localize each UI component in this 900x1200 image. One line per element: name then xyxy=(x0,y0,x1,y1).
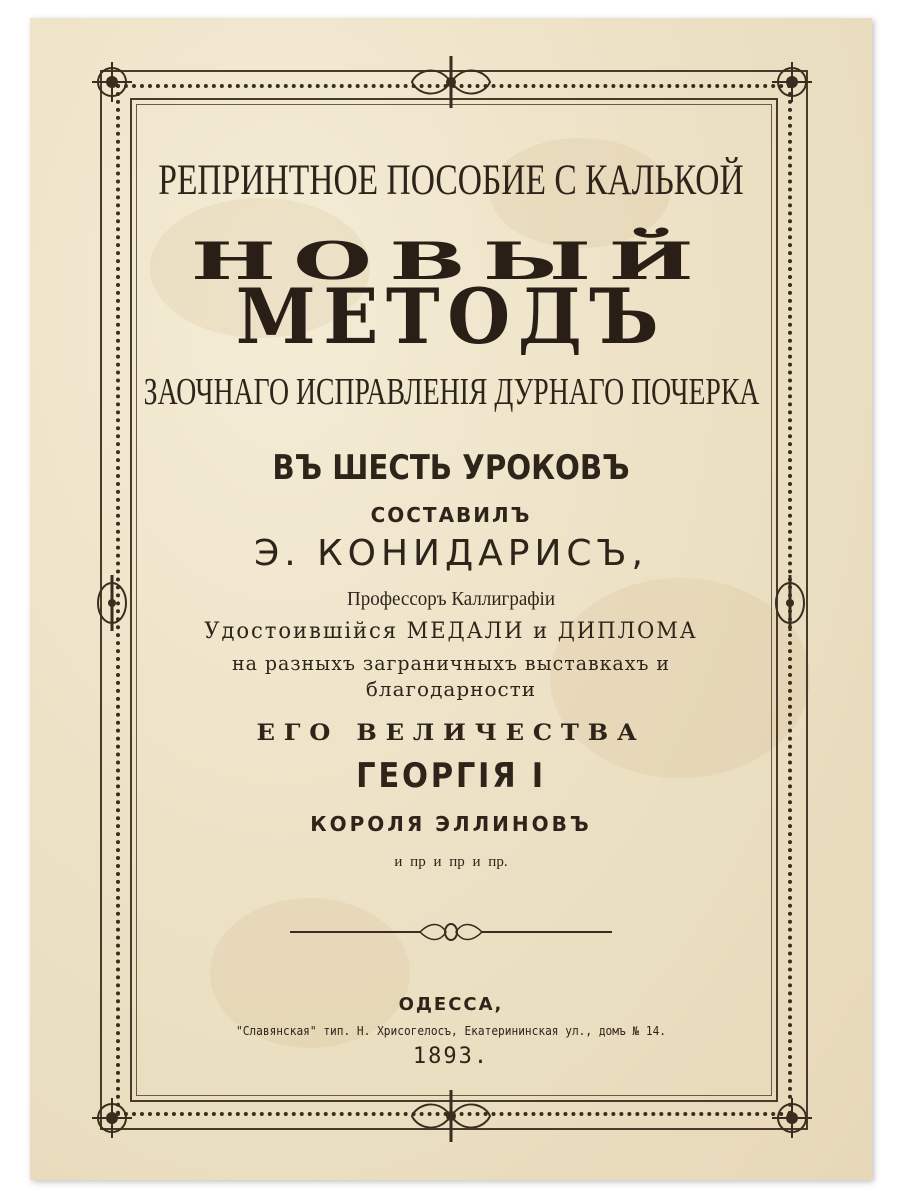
printer-info: "Славянская" тип. Н. Хрисогелосъ, Екатерининская ул., домъ № 14. xyxy=(235,1024,667,1038)
title-page xyxy=(30,18,872,1180)
author-exhibitions: на разныхъ заграничныхъ выставкахъ и xyxy=(231,651,671,675)
subtitle-reprint: РЕПРИНТНОЕ ПОСОБИЕ С КАЛЬКОЙ xyxy=(158,157,744,204)
king-title: КОРОЛЯ ЭЛЛИНОВЪ xyxy=(310,812,592,836)
divider-ornament-icon xyxy=(290,920,612,944)
title-new: НОВЫЙ xyxy=(190,229,712,292)
subtitle-correction: ЗАОЧНАГО ИСПРАВЛЕНІЯ ДУРНАГО ПОЧЕРКА xyxy=(143,371,760,413)
subtitle-lessons: ВЪ ШЕСТЬ УРОКОВЪ xyxy=(272,448,630,488)
etc-line: и пр и пр и пр. xyxy=(394,854,508,870)
author-name: Э. КОНИДАРИСЪ, xyxy=(254,533,648,574)
title-page-text xyxy=(30,18,872,1180)
year: 1893. xyxy=(412,1044,490,1069)
author-title: Профессоръ Каллиграфіи xyxy=(346,588,556,610)
title-method: МЕТОДЪ xyxy=(235,272,667,361)
compiled-by-label: СОСТАВИЛЪ xyxy=(370,503,532,527)
author-awards: Удостоившійся МЕДАЛИ и ДИПЛОМА xyxy=(204,619,698,644)
king-name: ГЕОРГІЯ I xyxy=(356,756,546,796)
city: ОДЕССА, xyxy=(398,994,504,1015)
his-majesty: ЕГО ВЕЛИЧЕСТВА xyxy=(256,720,646,746)
author-gratitude: благодарности xyxy=(365,677,537,701)
